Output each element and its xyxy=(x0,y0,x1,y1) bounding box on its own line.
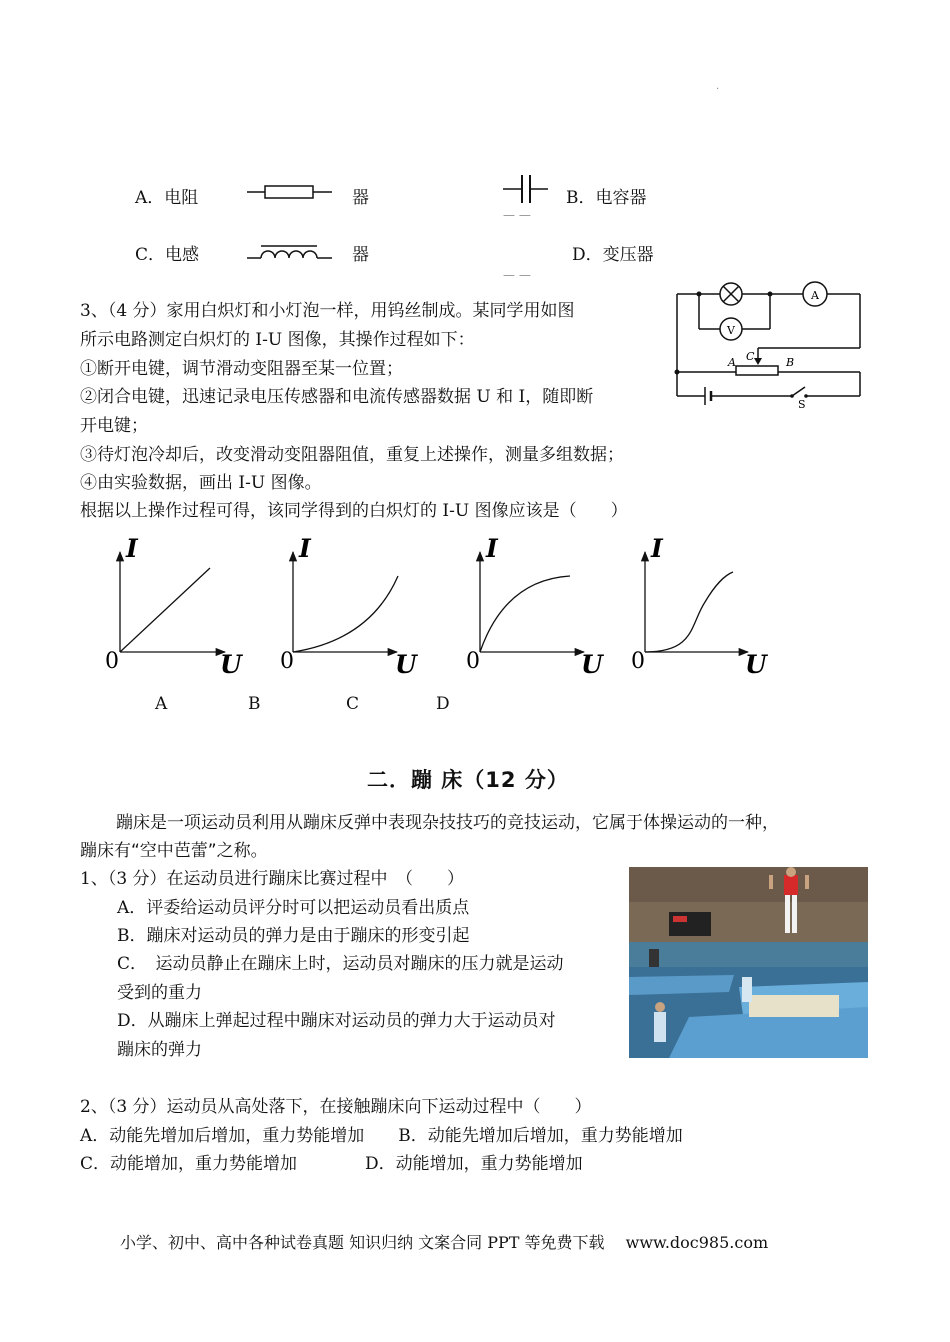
section-intro-line: 蹦床有“空中芭蕾”之称。 xyxy=(80,841,268,861)
origin-label: 0 xyxy=(631,649,645,674)
q3-line: ③待灯泡冷却后，改变滑动变阻器阻值，重复上述操作，测量多组数据； xyxy=(80,445,624,465)
option-b-capacitor: B．电容器 xyxy=(566,188,647,208)
graph-c xyxy=(466,534,605,679)
axis-i-label: I xyxy=(651,534,663,563)
section-title: 二．蹦 床（12 分） xyxy=(367,768,569,792)
q1-option-d-cont: 蹦床的弹力 xyxy=(117,1040,202,1060)
q1-option-c: C． 运动员静止在蹦床上时，运动员对蹦床的压力就是运动 xyxy=(117,954,564,974)
q1-stem: 1、（3 分）在运动员进行蹦床比赛过程中 （ ） xyxy=(80,869,465,889)
option-a-suffix: 器 xyxy=(352,188,369,208)
q1-option-d: D．从蹦床上弹起过程中蹦床对运动员的弹力大于运动员对 xyxy=(117,1011,556,1031)
q1-option-a: A．评委给运动员评分时可以把运动员看出质点 xyxy=(117,898,470,918)
q3-line: 所示电路测定白炽灯的 I-U 图像，其操作过程如下： xyxy=(80,330,475,350)
graph-a xyxy=(105,534,244,679)
point-b-label: B xyxy=(786,356,795,369)
option-c-inductor: C．电感 xyxy=(135,245,200,265)
q2-stem: 2、（3 分）运动员从高处落下，在接触蹦床向下运动过程中（ ） xyxy=(80,1097,592,1117)
resistor-symbol xyxy=(247,183,332,201)
iu-graphs xyxy=(100,530,800,690)
q3-line: 3、（4 分）家用白炽灯和小灯泡一样，用钨丝制成。某同学用如图 xyxy=(80,301,575,321)
ammeter-label: A xyxy=(811,289,819,302)
page-mark: · xyxy=(716,84,720,95)
q1-option-c-cont: 受到的重力 xyxy=(117,983,202,1003)
q3-line: ④由实验数据，画出 I-U 图像。 xyxy=(80,473,322,493)
axis-u-label: U xyxy=(745,650,767,679)
option-c-suffix: 器 xyxy=(352,245,369,265)
axis-u-label: U xyxy=(220,650,242,679)
point-a-label: A xyxy=(728,356,736,369)
dash-mark: — — xyxy=(503,208,531,222)
graph-option-a: A xyxy=(155,694,168,714)
axis-i-label: I xyxy=(126,534,138,563)
point-c-label: C xyxy=(746,350,755,363)
voltmeter-label: V xyxy=(727,324,735,337)
graph-d xyxy=(631,534,769,679)
origin-label: 0 xyxy=(105,649,119,674)
graph-option-b: B xyxy=(248,694,261,714)
section-intro-line: 蹦床是一项运动员利用从蹦床反弹中表现杂技技巧的竞技运动，它属于体操运动的一种， xyxy=(116,813,779,833)
axis-u-label: U xyxy=(581,650,603,679)
option-a-resistor: A．电阻 xyxy=(135,188,199,208)
q3-line: ①断开电键，调节滑动变阻器至某一位置； xyxy=(80,359,403,379)
capacitor-symbol xyxy=(503,172,548,206)
dash-mark: — — xyxy=(503,268,531,282)
q3-line: 开电键； xyxy=(80,416,148,436)
q2-options-ab: A．动能先增加后增加，重力势能增加 B．动能先增加后增加，重力势能增加 xyxy=(80,1126,683,1146)
graph-option-d: D xyxy=(436,694,450,714)
graph-b xyxy=(280,534,419,679)
axis-i-label: I xyxy=(299,534,311,563)
axis-u-label: U xyxy=(395,650,417,679)
origin-label: 0 xyxy=(280,649,294,674)
graph-option-c: C xyxy=(346,694,360,714)
q2-options-cd: C．动能增加，重力势能增加 D．动能增加，重力势能增加 xyxy=(80,1154,583,1174)
page-footer: 小学、初中、高中各种试卷真题 知识归纳 文案合同 PPT 等免费下载 www.doc985.com xyxy=(120,1233,769,1252)
origin-label: 0 xyxy=(466,649,480,674)
q3-line: 根据以上操作过程可得，该同学得到的白炽灯的 I-U 图像应该是（ ） xyxy=(80,501,628,521)
inductor-symbol xyxy=(247,240,332,262)
q3-line: ②闭合电键，迅速记录电压传感器和电流传感器数据 U 和 I，随即断 xyxy=(80,387,594,407)
axis-i-label: I xyxy=(486,534,498,563)
circuit-diagram xyxy=(672,280,867,415)
q1-option-b: B．蹦床对运动员的弹力是由于蹦床的形变引起 xyxy=(117,926,470,946)
trampoline-photo xyxy=(629,867,868,1058)
switch-label: S xyxy=(798,398,806,411)
option-d-transformer: D．变压器 xyxy=(572,245,654,265)
